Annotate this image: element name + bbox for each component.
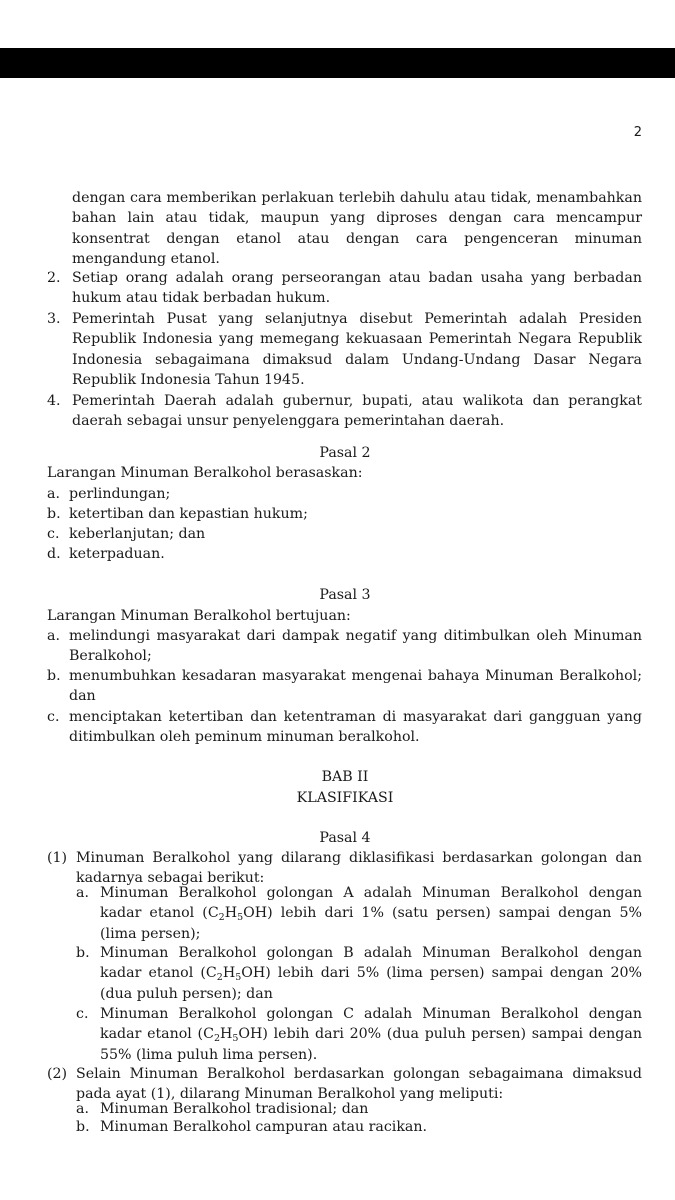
- item-letter: a.: [76, 1101, 89, 1117]
- item-text: melindungi masyarakat dari dampak negatif yang ditimbulkan oleh Minuman Beralkohol;: [69, 628, 642, 665]
- definition-text: Pemerintah Pusat yang selanjutnya disebut Pemerintah adalah Presiden Republik Indonesia yang memegang kekuasaan Pemerintah Negara Republik Indonesia sebagaimana dimaksud dalam Undang-Undang Dasar Negara Republik Indonesia Tahun 1945.: [72, 311, 642, 388]
- item-text: Minuman Beralkohol campuran atau racikan.: [100, 1119, 428, 1135]
- ayat-1-item: [76, 1004, 642, 1065]
- item-letter: a.: [47, 628, 60, 644]
- definition-number: 4.: [47, 393, 61, 409]
- item-letter: c.: [47, 709, 60, 725]
- pasal-2-item: [47, 544, 642, 564]
- item-text: menumbuhkan kesadaran masyarakat mengenai bahaya Minuman Beralkohol; dan: [69, 668, 642, 705]
- item-text: Minuman Beralkohol golongan C adalah Minuman Beralkohol dengan kadar etanol $(C_2H_5OH)$ lebih dari 20% (dua puluh persen) sampai dengan 55% (lima puluh lima persen).: [100, 1006, 642, 1063]
- ayat-text: Minuman Beralkohol yang dilarang diklasifikasi berdasarkan golongan dan kadarnya sebagai berikut:: [76, 850, 642, 887]
- item-text: Minuman Beralkohol golongan B adalah Minuman Beralkohol dengan kadar etanol $(C_2H_5OH)$ lebih dari 5% (lima persen) sampai dengan 20% (dua puluh persen); dan: [100, 945, 642, 1002]
- item-text: Minuman Beralkohol golongan A adalah Minuman Beralkohol dengan kadar etanol $(C_2H_5OH)$ lebih dari 1% (satu persen) sampai dengan 5% (lima persen);: [100, 885, 642, 942]
- ethanol-formula: $C_2H_5OH$: [207, 905, 268, 924]
- pasal-4-title: Pasal 4: [319, 830, 371, 846]
- definition-item: [47, 309, 642, 390]
- definition-text: Pemerintah Daerah adalah gubernur, bupati, atau walikota dan perangkat daerah sebagai unsur penyelenggara pemerintahan daerah.: [72, 393, 642, 430]
- item-text: Minuman Beralkohol tradisional; dan: [100, 1101, 369, 1117]
- pasal-3-item: [47, 707, 642, 748]
- page-number: 2: [633, 125, 642, 140]
- ayat-1-item: [76, 883, 642, 944]
- pasal-3-item: [47, 666, 642, 707]
- pasal-2-title: Pasal 2: [319, 445, 371, 461]
- item-text: perlindungan;: [69, 486, 171, 502]
- item-1-continuation: dengan cara memberikan perlakuan terlebih dahulu atau tidak, menambahkan bahan lain atau tidak, maupun yang diproses dengan cara mencampur konsentrat dengan etanol atau dengan cara pengenceran minuman mengandung etanol.: [72, 190, 642, 267]
- item-letter: a.: [47, 486, 60, 502]
- item-text: keterpaduan.: [69, 546, 165, 562]
- pasal-2-item: [47, 524, 642, 544]
- definition-number: 3.: [47, 311, 61, 327]
- ayat-1-item: [76, 943, 642, 1004]
- ayat-2-item: [76, 1117, 642, 1137]
- pasal-2-intro: Larangan Minuman Beralkohol berasaskan:: [47, 465, 363, 481]
- pasal-2-item: [47, 484, 642, 504]
- ayat-number: (1): [47, 850, 68, 866]
- item-letter: c.: [76, 1006, 89, 1022]
- item-letter: b.: [47, 506, 61, 522]
- ethanol-formula: $C_2H_5OH$: [205, 965, 266, 984]
- pasal-3-title: Pasal 3: [319, 587, 371, 603]
- top-black-bar: [0, 48, 675, 78]
- pasal-3-intro: Larangan Minuman Beralkohol bertujuan:: [47, 608, 351, 624]
- ayat-text: Selain Minuman Beralkohol berdasarkan golongan sebagaimana dimaksud pada ayat (1), dilarang Minuman Beralkohol yang meliputi:: [76, 1066, 642, 1103]
- pasal-3-item: [47, 626, 642, 667]
- item-text: keberlanjutan; dan: [69, 526, 206, 542]
- definition-item: [47, 391, 642, 432]
- ethanol-formula: $C_2H_5OH$: [203, 1026, 263, 1045]
- item-text: ketertiban dan kepastian hukum;: [69, 506, 308, 522]
- item-letter: a.: [76, 885, 89, 901]
- pasal-2-item: [47, 504, 642, 524]
- bab-title: KLASIFIKASI: [296, 790, 394, 806]
- bab-number: BAB II: [321, 769, 369, 785]
- item-letter: c.: [47, 526, 60, 542]
- ayat-number: (2): [47, 1066, 68, 1082]
- item-letter: d.: [47, 546, 61, 562]
- item-letter: b.: [76, 945, 90, 961]
- item-letter: b.: [76, 1119, 90, 1135]
- definition-text: Setiap orang adalah orang perseorangan atau badan usaha yang berbadan hukum atau tidak berbadan hukum.: [72, 270, 642, 307]
- item-text: menciptakan ketertiban dan ketentraman di masyarakat dari gangguan yang ditimbulkan oleh peminum minuman beralkohol.: [69, 709, 642, 746]
- definition-number: 2.: [47, 270, 61, 286]
- definition-item: [47, 268, 642, 309]
- item-letter: b.: [47, 668, 61, 684]
